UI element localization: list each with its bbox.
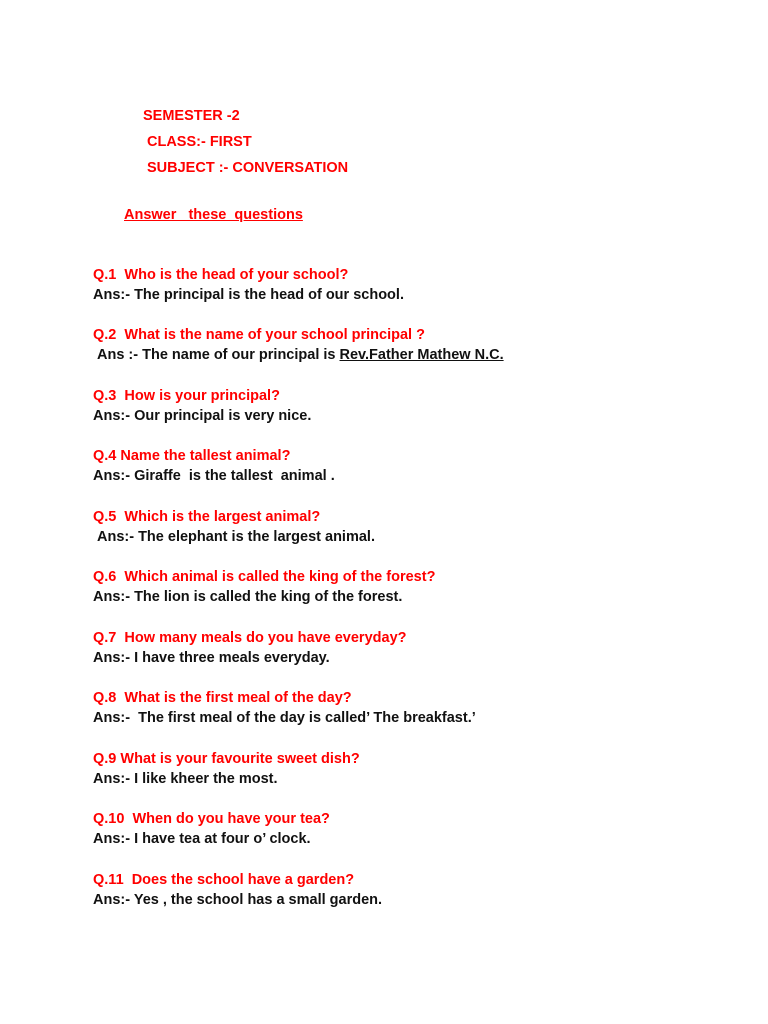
question-11: Q.11 Does the school have a garden? xyxy=(93,872,355,888)
question-7: Q.7 How many meals do you have everyday? xyxy=(93,630,407,646)
subject-heading: SUBJECT :- CONVERSATION xyxy=(147,160,349,176)
answer-11: Ans:- Yes , the school has a small garden. xyxy=(93,892,383,908)
answer-9: Ans:- I like kheer the most. xyxy=(93,771,278,787)
answer-2-text: Ans :- The name of our principal is xyxy=(97,347,340,363)
question-1: Q.1 Who is the head of your school? xyxy=(93,267,349,283)
qa-item-11 xyxy=(93,870,733,910)
qa-item-9 xyxy=(93,749,733,789)
qa-item-6 xyxy=(93,567,733,607)
answer-2 xyxy=(93,345,733,365)
qa-item-3 xyxy=(93,386,733,426)
answer-6: Ans:- The lion is called the king of the forest. xyxy=(93,589,403,605)
answer-5: Ans:- The elephant is the largest animal. xyxy=(97,529,375,545)
instruction-heading: Answer these questions xyxy=(124,207,303,223)
answer-1: Ans:- The principal is the head of our school. xyxy=(93,287,404,303)
answer-3: Ans:- Our principal is very nice. xyxy=(93,408,312,424)
principal-name: Rev.Father Mathew N.C. xyxy=(339,347,504,363)
answer-10: Ans:- I have tea at four o’ clock. xyxy=(93,831,311,847)
question-8: Q.8 What is the first meal of the day? xyxy=(93,690,352,706)
qa-item-7 xyxy=(93,628,733,668)
semester-heading: SEMESTER -2 xyxy=(143,108,240,124)
question-5: Q.5 Which is the largest animal? xyxy=(93,509,321,525)
answer-8: Ans:- The first meal of the day is called’ The breakfast.’ xyxy=(93,710,476,726)
question-9: Q.9 What is your favourite sweet dish? xyxy=(93,751,360,767)
qa-item-8 xyxy=(93,688,733,728)
question-2: Q.2 What is the name of your school principal ? xyxy=(93,327,425,343)
question-6: Q.6 Which animal is called the king of the forest? xyxy=(93,569,436,585)
question-3: Q.3 How is your principal? xyxy=(93,388,280,404)
question-10: Q.10 When do you have your tea? xyxy=(93,811,330,827)
answer-7: Ans:- I have three meals everyday. xyxy=(93,650,330,666)
qa-item-4 xyxy=(93,446,733,486)
class-heading: CLASS:- FIRST xyxy=(147,134,252,150)
qa-item-1 xyxy=(93,265,733,305)
qa-item-5 xyxy=(93,507,733,547)
answer-4: Ans:- Giraffe is the tallest animal . xyxy=(93,468,335,484)
question-4: Q.4 Name the tallest animal? xyxy=(93,448,291,464)
qa-item-2 xyxy=(93,325,733,365)
qa-item-10 xyxy=(93,809,733,849)
